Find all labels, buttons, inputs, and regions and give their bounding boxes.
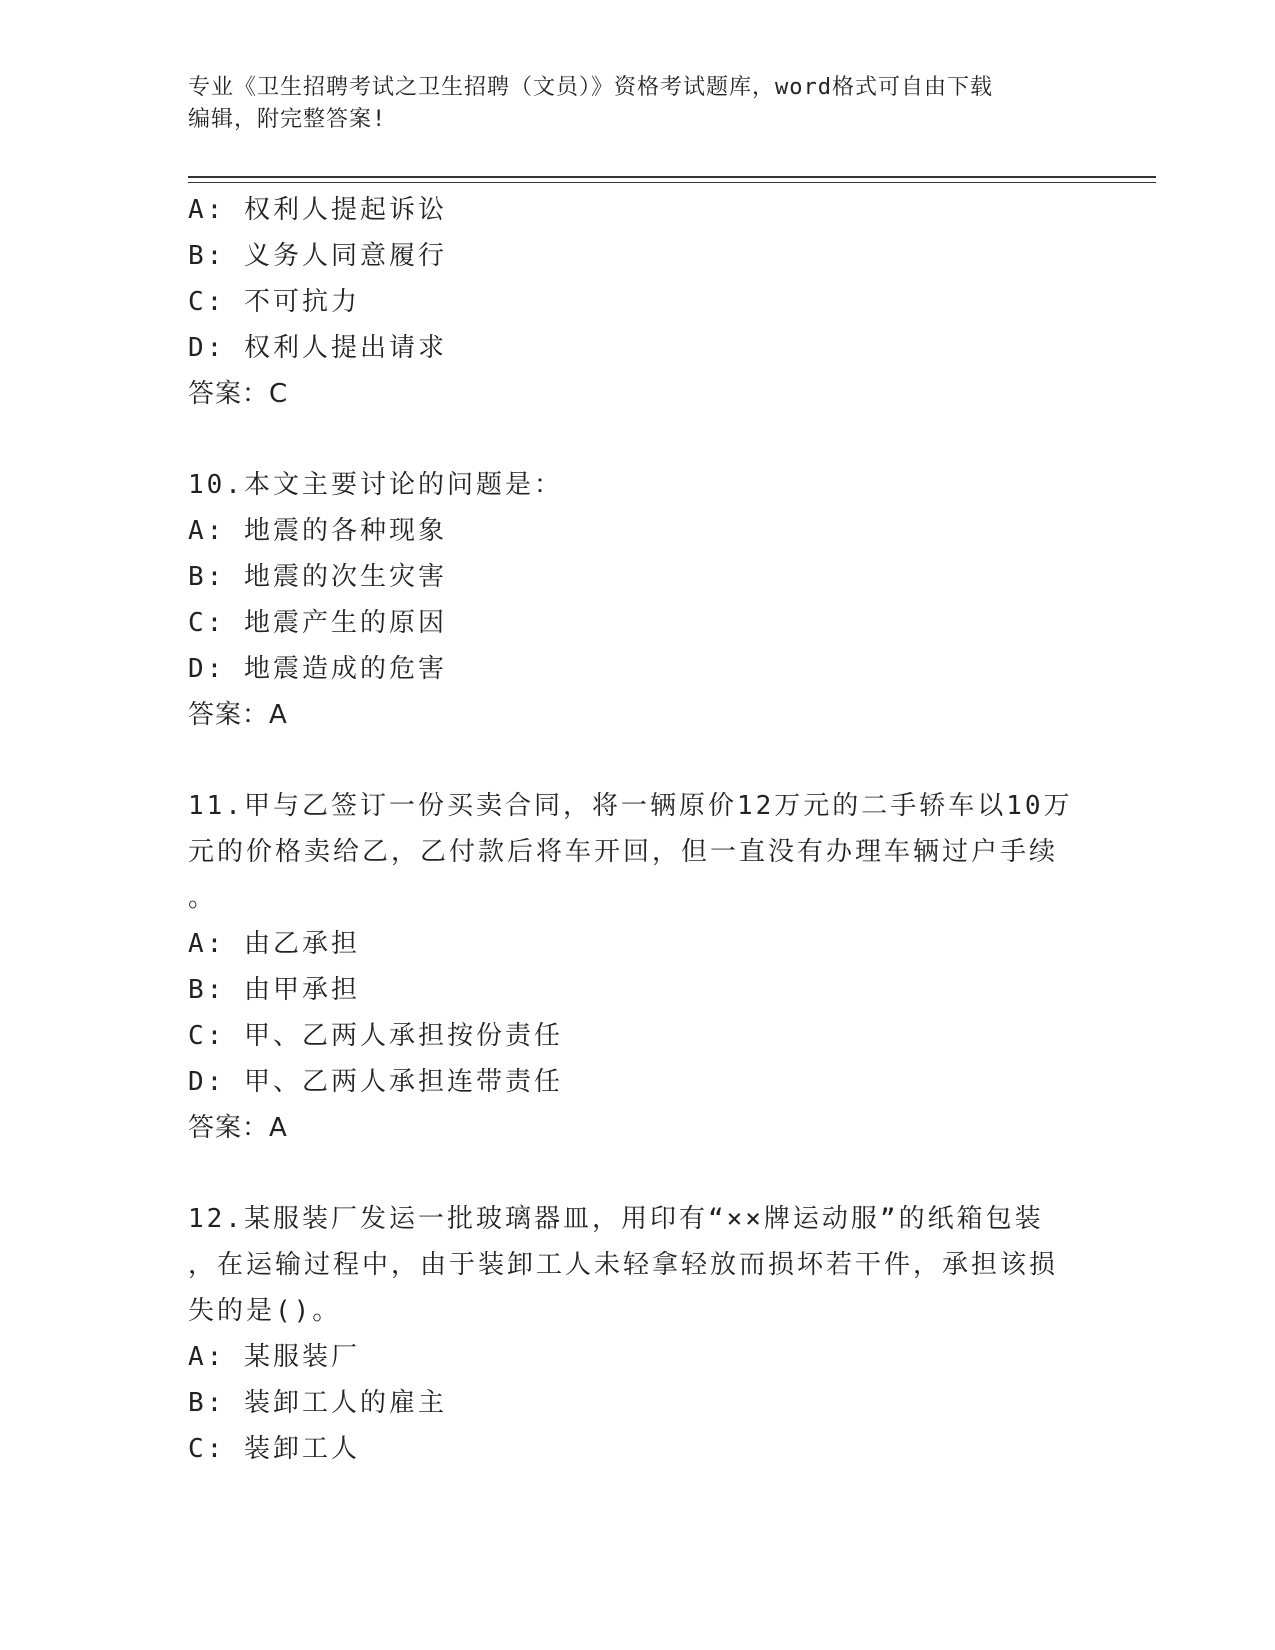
option-d: D: 地震造成的危害	[188, 654, 447, 684]
option-c: C: 地震产生的原因	[188, 608, 447, 638]
option-a: A: 某服装厂	[188, 1342, 360, 1372]
answer-line: 答案：C	[188, 379, 289, 409]
question-text-line-1: 11.甲与乙签订一份买卖合同，将一辆原价12万元的二手轿车以10万	[188, 791, 1073, 821]
question-11	[188, 783, 1088, 1151]
spacer	[188, 417, 1088, 462]
option-b: B: 装卸工人的雇主	[188, 1388, 447, 1418]
question-9	[188, 187, 1088, 417]
header-line-2: 编辑，附完整答案!	[188, 107, 387, 132]
spacer	[188, 738, 1088, 783]
header-divider-thick	[188, 176, 1156, 178]
question-text-line-2: ，在运输过程中，由于装卸工人未轻拿轻放而损坏若干件，承担该损	[188, 1250, 1059, 1280]
answer-line: 答案：A	[188, 700, 288, 730]
option-b: B: 义务人同意履行	[188, 241, 447, 271]
question-12	[188, 1196, 1088, 1472]
option-d: D: 甲、乙两人承担连带责任	[188, 1067, 563, 1097]
question-text-line-3: 。	[188, 883, 218, 913]
header-divider-thin	[188, 182, 1156, 183]
question-text-line-3: 失的是()。	[188, 1296, 342, 1326]
option-b: B: 由甲承担	[188, 975, 360, 1005]
option-d: D: 权利人提出请求	[188, 333, 447, 363]
question-10	[188, 462, 1088, 738]
question-text-line-1: 12.某服装厂发运一批玻璃器皿，用印有“××牌运动服”的纸箱包装	[188, 1204, 1044, 1234]
option-c: C: 甲、乙两人承担按份责任	[188, 1021, 563, 1051]
option-c: C: 装卸工人	[188, 1434, 360, 1464]
option-a: A: 地震的各种现象	[188, 516, 447, 546]
option-b: B: 地震的次生灾害	[188, 562, 447, 592]
header-line-1: 专业《卫生招聘考试之卫生招聘（文员）》资格考试题库，word格式可自由下载	[188, 75, 993, 100]
spacer	[188, 1151, 1088, 1196]
question-text-line-2: 元的价格卖给乙，乙付款后将车开回，但一直没有办理车辆过户手续	[188, 837, 1059, 867]
question-list	[188, 187, 1088, 1472]
option-a: A: 权利人提起诉讼	[188, 195, 447, 225]
question-text: 10.本文主要讨论的问题是：	[188, 470, 563, 500]
option-a: A: 由乙承担	[188, 929, 360, 959]
option-c: C: 不可抗力	[188, 287, 360, 317]
document-header	[188, 72, 1088, 136]
answer-line: 答案：A	[188, 1113, 288, 1143]
